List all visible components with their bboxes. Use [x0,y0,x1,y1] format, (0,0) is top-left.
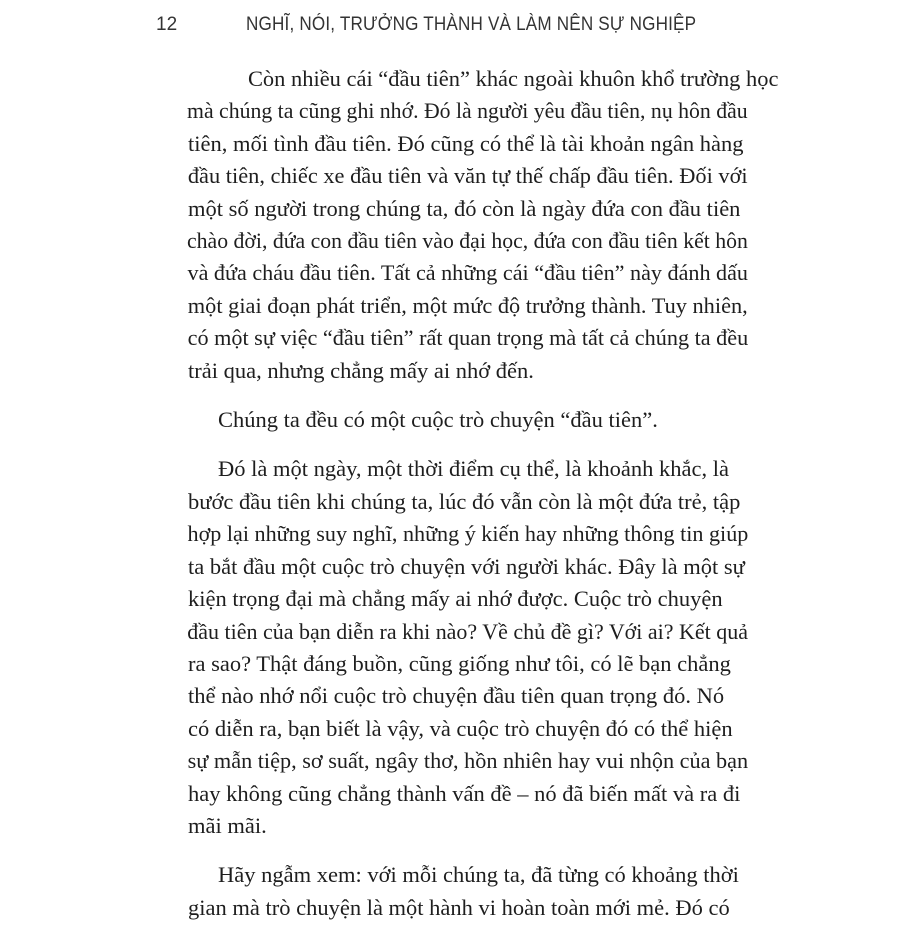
text-line: hợp lại những suy nghĩ, những ý kiến hay những thông tin giúp [187,521,749,547]
text-line: bước đầu tiên khi chúng ta, lúc đó vẫn còn là một đứa trẻ, tập [188,488,741,514]
text-line: tiên, mối tình đầu tiên. Đó cũng có thể là tài khoản ngân hàng [188,130,744,156]
text-line: gian mà trò chuyện là một hành vi hoàn toàn mới mẻ. Đó có [188,894,730,920]
text-line: kiện trọng đại mà chẳng mấy ai nhớ được. Cuộc trò chuyện [188,586,723,612]
text-line: đầu tiên, chiếc xe đầu tiên và văn tự thế chấp đầu tiên. Đối với [187,163,748,189]
text-line: thể nào nhớ nổi cuộc trò chuyện đầu tiên quan trọng đó. Nó [188,683,725,709]
text-line: trải qua, nhưng chẳng mấy ai nhớ đến. [188,357,534,383]
text-line: chào đời, đứa con đầu tiên vào đại học, đứa con đầu tiên kết hôn [187,228,748,254]
running-title: NGHĨ, NÓI, TRƯỞNG THÀNH VÀ LÀM NÊN SỰ NGHIỆP [246,14,697,35]
text-line: và đứa cháu đầu tiên. Tất cả những cái “đầu tiên” này đánh dấu [187,260,748,286]
paragraph-2 [158,404,748,436]
text-line: có một sự việc “đầu tiên” rất quan trọng mà tất cả chúng ta đều [187,325,749,351]
page-header [0,10,900,40]
text-line: có diễn ra, bạn biết là vậy, và cuộc trò chuyện đó có thể hiện [188,715,733,741]
text-line: mãi mãi. [188,812,267,838]
text-line: sự mẫn tiệp, sơ suất, ngây thơ, hồn nhiên hay vui nhộn của bạn [187,748,749,774]
text-line: đầu tiên của bạn diễn ra khi nào? Về chủ đề gì? Với ai? Kết quả [187,618,748,644]
text-line: ta bắt đầu một cuộc trò chuyện với người khác. Đây là một sự [188,553,745,579]
paragraph-1 [158,63,779,387]
text-line: Chúng ta đều có một cuộc trò chuyện “đầu tiên”. [218,407,658,433]
text-line: Hãy ngẫm xem: với mỗi chúng ta, đã từng có khoảng thời [218,862,739,888]
text-line: Đó là một ngày, một thời điểm cụ thể, là khoảnh khắc, là [218,456,729,482]
body-text [158,63,779,941]
text-line: Còn nhiều cái “đầu tiên” khác ngoài khuôn khổ trường học [247,66,779,91]
text-line: một số người trong chúng ta, đó còn là ngày đứa con đầu tiên [188,195,741,221]
text-line: mà chúng ta cũng ghi nhớ. Đó là người yêu đầu tiên, nụ hôn đầu [187,98,748,124]
page-number: 12 [156,14,178,35]
text-line: hay không cũng chẳng thành vấn đề – nó đã biến mất và ra đi [188,780,741,806]
text-line: một giai đoạn phát triển, một mức độ trưởng thành. Tuy nhiên, [187,292,748,318]
paragraph-4 [158,859,748,924]
paragraph-3 [158,453,748,842]
text-line: ra sao? Thật đáng buồn, cũng giống như tôi, có lẽ bạn chẳng [188,650,731,676]
